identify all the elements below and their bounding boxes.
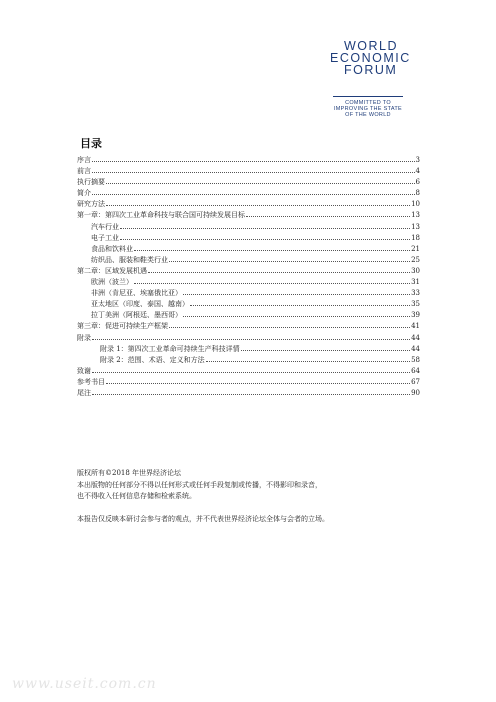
toc-leader-dots bbox=[148, 265, 410, 273]
toc-entry-label: 研究方法 bbox=[77, 200, 105, 209]
toc-entry-page: 13 bbox=[411, 211, 420, 220]
toc-entry[interactable] bbox=[77, 354, 420, 365]
toc-entry-label: 附录 1：第四次工业革命可持续生产科技详情 bbox=[100, 344, 240, 353]
toc-entry[interactable] bbox=[77, 276, 420, 287]
watermark: www.useit.com.cn bbox=[12, 676, 157, 692]
toc-entry[interactable] bbox=[77, 209, 420, 220]
toc-title: 目录 bbox=[80, 137, 102, 150]
toc-entry-page: 35 bbox=[411, 300, 420, 309]
toc-leader-dots bbox=[183, 287, 410, 295]
toc-entry[interactable] bbox=[77, 387, 420, 398]
toc-entry-label: 附录 2：范围、术语、定义和方法 bbox=[100, 355, 205, 364]
toc-entry-label: 参考书目 bbox=[77, 377, 105, 386]
toc-entry-label: 前言 bbox=[77, 167, 91, 176]
toc-entry-page: 90 bbox=[411, 388, 420, 397]
toc-entry[interactable] bbox=[77, 309, 420, 320]
toc-leader-dots bbox=[106, 176, 415, 184]
toc-leader-dots bbox=[92, 165, 415, 173]
disclaimer: 本报告仅反映本研讨会参与者的观点，并不代表世界经济论坛全体与会者的立场。 bbox=[77, 514, 329, 523]
toc-leader-dots bbox=[134, 276, 410, 284]
toc-leader-dots bbox=[183, 309, 410, 317]
toc-entry-label: 第二章：区域发展机遇 bbox=[77, 266, 147, 275]
toc-entry-page: 67 bbox=[411, 377, 420, 386]
toc-entry[interactable] bbox=[77, 221, 420, 232]
toc-leader-dots bbox=[241, 343, 410, 351]
toc-entry-label: 第一章：第四次工业革命科技与联合国可持续发展目标 bbox=[77, 211, 245, 220]
toc-entry-label: 欧洲（波兰） bbox=[91, 278, 133, 287]
toc-leader-dots bbox=[206, 354, 410, 362]
toc-entry[interactable] bbox=[77, 365, 420, 376]
toc-leader-dots bbox=[92, 365, 410, 373]
toc-entry-label: 亚太地区（印度、泰国、越南） bbox=[91, 300, 189, 309]
toc-leader-dots bbox=[134, 243, 410, 251]
toc-entry[interactable] bbox=[77, 287, 420, 298]
toc-leader-dots bbox=[92, 387, 410, 395]
toc-entry[interactable] bbox=[77, 187, 420, 198]
toc-entry-label: 第三章：促进可持续生产框架 bbox=[77, 322, 168, 331]
toc-entry-label: 食品和饮料业 bbox=[91, 244, 133, 253]
toc-entry[interactable] bbox=[77, 343, 420, 354]
logo-divider bbox=[333, 96, 403, 97]
toc-leader-dots bbox=[246, 209, 410, 217]
logo-tagline-2: IMPROVING THE STATE bbox=[333, 106, 403, 112]
toc-entry-page: 31 bbox=[411, 278, 420, 287]
toc-entry-page: 21 bbox=[411, 244, 420, 253]
toc-leader-dots bbox=[120, 221, 410, 229]
toc-entry[interactable] bbox=[77, 320, 420, 331]
toc-entry-label: 非洲（肯尼亚、埃塞俄比亚） bbox=[91, 289, 182, 298]
toc-entry-page: 6 bbox=[415, 178, 420, 187]
toc-entry-label: 电子工业 bbox=[91, 233, 119, 242]
toc-entry[interactable] bbox=[77, 332, 420, 343]
toc-leader-dots bbox=[120, 232, 410, 240]
toc-entry-page: 41 bbox=[411, 322, 420, 331]
toc-entry-page: 44 bbox=[411, 344, 420, 353]
toc-entry-label: 拉丁美洲（阿根廷、墨西哥） bbox=[91, 311, 182, 320]
toc-entry-page: 33 bbox=[411, 289, 420, 298]
toc-entry-page: 25 bbox=[411, 255, 420, 264]
toc-entry-page: 13 bbox=[411, 222, 420, 231]
toc-entry[interactable] bbox=[77, 298, 420, 309]
toc-entry[interactable] bbox=[77, 154, 420, 165]
copyright-restriction-2: 也不得收入任何信息存储和检索系统。 bbox=[77, 492, 196, 500]
toc-leader-dots bbox=[169, 254, 410, 262]
toc-entry-page: 58 bbox=[411, 355, 420, 364]
toc-leader-dots bbox=[169, 320, 410, 328]
toc-entry-label: 汽车行业 bbox=[91, 222, 119, 231]
toc-entry[interactable] bbox=[77, 376, 420, 387]
toc-entry-label: 纺织品、服装和鞋类行业 bbox=[91, 255, 168, 264]
toc-leader-dots bbox=[106, 376, 410, 384]
logo-word-economic: ECONOMIC bbox=[330, 51, 411, 65]
toc-entry-label: 附录 bbox=[77, 333, 91, 342]
toc-entry[interactable] bbox=[77, 265, 420, 276]
copyright-notice bbox=[77, 468, 422, 525]
logo-tagline-1: COMMITTED TO bbox=[345, 100, 391, 106]
logo-word-world: WORLD bbox=[344, 39, 399, 53]
toc-entry-page: 30 bbox=[411, 266, 420, 275]
toc-leader-dots bbox=[92, 187, 415, 195]
logo-word-forum: FORUM bbox=[344, 63, 398, 77]
toc-entry[interactable] bbox=[77, 165, 420, 176]
copyright-restriction-1: 本出版物的任何部分不得以任何形式或任何手段复制或传播，不得影印和录音， bbox=[77, 480, 322, 489]
toc-entry[interactable] bbox=[77, 232, 420, 243]
copyright-line: 版权所有©2018 年世界经济论坛 bbox=[77, 469, 182, 477]
toc-entry[interactable] bbox=[77, 243, 420, 254]
toc-entry-page: 18 bbox=[411, 233, 420, 242]
toc-leader-dots bbox=[92, 332, 410, 340]
toc-entry[interactable] bbox=[77, 254, 420, 265]
toc-entry[interactable] bbox=[77, 198, 420, 209]
toc-entry-label: 尾注 bbox=[77, 388, 91, 397]
toc-entry-page: 39 bbox=[411, 311, 420, 320]
toc-leader-dots bbox=[106, 198, 410, 206]
toc-entry-page: 44 bbox=[411, 333, 420, 342]
logo-tagline-3: OF THE WORLD bbox=[345, 112, 391, 118]
toc-entry-label: 致谢 bbox=[77, 366, 91, 375]
toc-entry-label: 序言 bbox=[77, 156, 91, 164]
toc-entry-page: 10 bbox=[411, 200, 420, 209]
toc-entry-page: 8 bbox=[415, 189, 420, 198]
toc-entry[interactable] bbox=[77, 176, 420, 187]
toc-entry-page: 64 bbox=[411, 366, 420, 375]
toc-entry-label: 执行摘要 bbox=[77, 178, 105, 187]
toc-entry-page: 4 bbox=[415, 167, 420, 176]
toc-leader-dots bbox=[92, 154, 415, 162]
toc-entry-label: 简介 bbox=[77, 189, 91, 198]
toc-entry-page: 3 bbox=[415, 156, 420, 164]
wef-logo bbox=[330, 40, 430, 118]
table-of-contents bbox=[77, 154, 420, 398]
toc-leader-dots bbox=[190, 298, 410, 306]
